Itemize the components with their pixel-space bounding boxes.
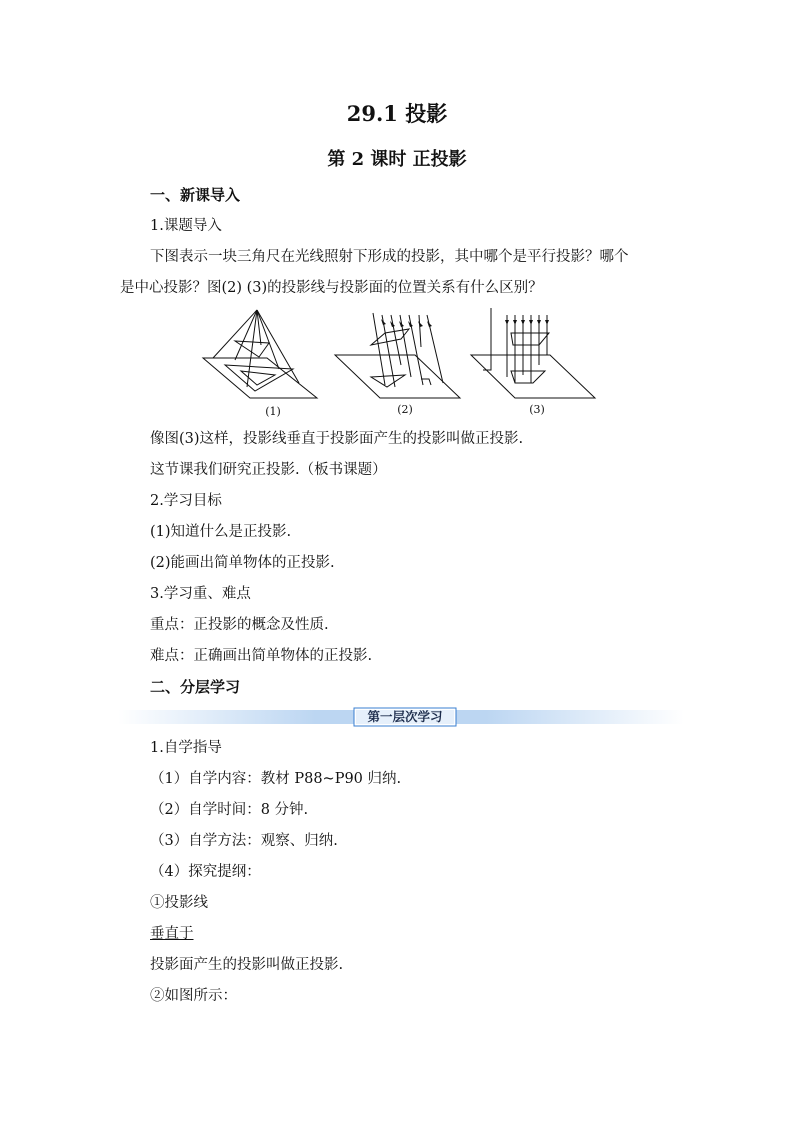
figure-1-central-projection <box>203 310 317 398</box>
key-point-item: 重点：正投影的概念及性质. <box>150 617 329 633</box>
study-item-time: （2）自学时间：8 分钟. <box>150 802 309 818</box>
page-title: 29.1 投影 <box>346 101 448 126</box>
study-item-method: （3）自学方法：观察、归纳. <box>150 833 338 849</box>
answer-underlined: 垂直于 <box>150 926 194 942</box>
page-subtitle: 第 2 课时 正投影 <box>327 149 467 170</box>
projection-figure <box>195 305 605 420</box>
banner-label: 第一层次学习 <box>367 709 443 724</box>
study-item-content: （1）自学内容：教材 P88~P90 归纳. <box>150 771 402 787</box>
goal-item-2: (2)能画出简单物体的正投影. <box>150 555 335 571</box>
paragraph-definition: 像图(3)这样，投影线垂直于投影面产生的投影叫做正投影. <box>150 431 524 447</box>
study-item-outline: （4）探究提纲： <box>150 864 261 880</box>
paragraph-question-line2: 是中心投影？图(2) (3)的投影线与投影面的位置关系有什么区别？ <box>120 280 543 296</box>
question-1-continued: 投影面产生的投影叫做正投影. <box>150 957 344 973</box>
figure-3-orthographic-projection <box>471 308 595 398</box>
heading-key-points: 3.学习重、难点 <box>150 586 251 602</box>
heading-goals: 2.学习目标 <box>150 493 222 509</box>
section-heading-intro: 一、新课导入 <box>150 186 241 204</box>
difficult-point-item: 难点：正确画出简单物体的正投影. <box>150 648 373 664</box>
figure-2-parallel-projection <box>335 313 460 398</box>
section-heading-layered: 二、分层学习 <box>150 678 241 696</box>
paragraph-question-line1: 下图表示一块三角尺在光线照射下形成的投影，其中哪个是平行投影？哪个 <box>150 249 629 265</box>
question-1: ①投影线 <box>150 895 208 911</box>
figure-label-3: (3) <box>529 403 545 416</box>
question-2: ②如图所示： <box>150 988 237 1004</box>
heading-topic-intro: 1.课题导入 <box>150 218 222 234</box>
heading-self-study: 1.自学指导 <box>150 740 222 756</box>
figure-label-1: (1) <box>265 405 281 418</box>
figure-label-2: (2) <box>397 403 413 416</box>
goal-item-1: (1)知道什么是正投影. <box>150 524 292 540</box>
paragraph-topic: 这节课我们研究正投影.（板书课题） <box>150 462 387 478</box>
